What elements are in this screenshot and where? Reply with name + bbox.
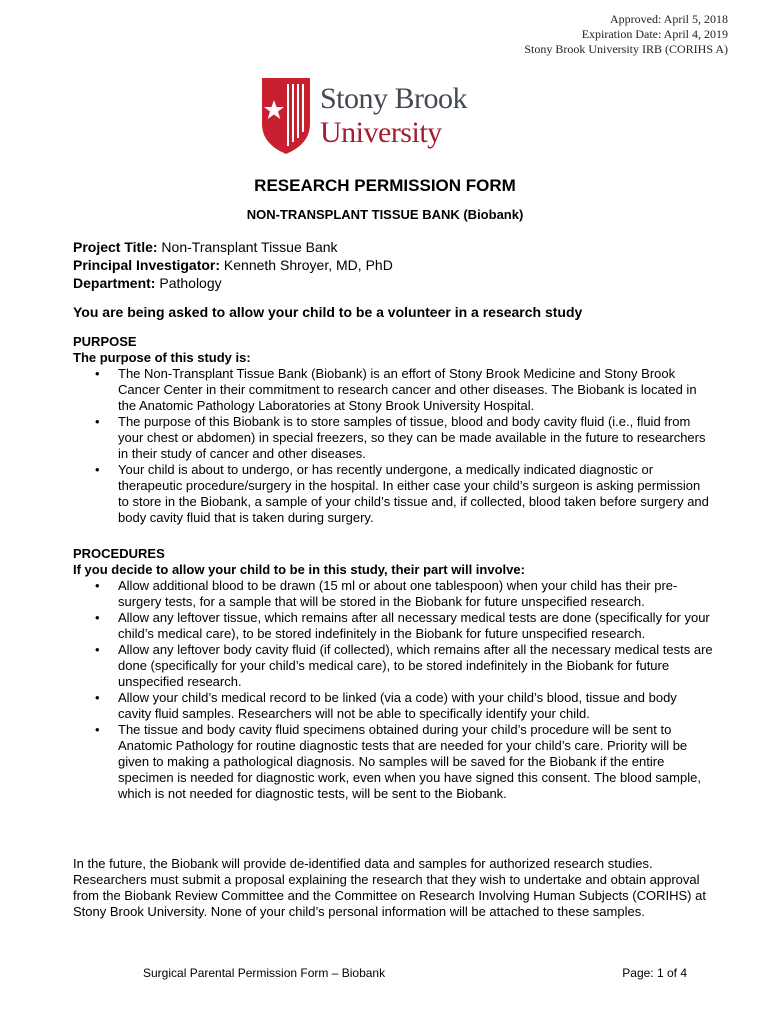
- principal-investigator-row: [73, 256, 393, 274]
- list-item: • Allow any leftover tissue, which remains after all necessary medical tests are done (specifically for your child’s medical care), to be stored indefinitely in the Biobank for future unspecified research.: [73, 610, 713, 642]
- department-value: Pathology: [155, 275, 222, 291]
- purpose-heading: PURPOSE: [73, 334, 137, 349]
- procedures-section: [73, 546, 713, 802]
- footer-page-number: Page: 1 of 4: [622, 966, 687, 980]
- approved-date: Approved: April 5, 2018: [610, 12, 728, 26]
- department-row: [73, 274, 393, 292]
- form-title: RESEARCH PERMISSION FORM: [254, 176, 516, 195]
- form-subtitle: NON-TRANSPLANT TISSUE BANK (Biobank): [246, 207, 524, 222]
- project-title-label: Project Title:: [73, 239, 158, 255]
- list-item: • The purpose of this Biobank is to store samples of tissue, blood and body cavity fluid (i.e., fluid from your chest or abdomen) in special freezers, so they can be made available in the future to researchers in their study of cancer and other diseases.: [73, 414, 713, 462]
- future-use-paragraph: In the future, the Biobank will provide de-identified data and samples for authorized research studies. Researchers must submit a proposal explaining the research that they wish to undertake and obtain approval from the Biobank Review Committee and the Committee on Research Involving Human Subjects (CORIHS) at Stony Brook University. None of your child’s personal information will be attached to these samples.: [73, 856, 706, 919]
- logo-line-stony-brook: Stony Brook: [320, 82, 468, 115]
- pi-value: Kenneth Shroyer, MD, PhD: [220, 257, 393, 273]
- pi-label: Principal Investigator:: [73, 257, 221, 273]
- irb-name: Stony Brook University IRB (CORIHS A): [524, 42, 728, 56]
- list-item: • The tissue and body cavity fluid specimens obtained during your child’s procedure will be sent to Anatomic Pathology for routine diagnostic tests that are needed for your child’s care. Priority will be given to making a pathological diagnosis. No samples will be saved for the Biobank if the entire specimen is needed for diagnostic work, even when you have signed this consent. The blood sample, which is not needed for diagnostic tests, will be sent to the Biobank.: [73, 722, 713, 802]
- procedures-heading: PROCEDURES: [73, 546, 165, 561]
- purpose-subheading: The purpose of this study is:: [73, 350, 251, 365]
- list-item: • The Non-Transplant Tissue Bank (Biobank) is an effort of Stony Brook Medicine and Stony Brook Cancer Center in their commitment to research cancer and other diseases. The Biobank is located in the Anatomic Pathology Laboratories at Stony Brook University Hospital.: [73, 366, 713, 414]
- purpose-list: [73, 366, 713, 526]
- list-item: • Allow any leftover body cavity fluid (if collected), which remains after all the necessary medical tests are done (specifically for your child’s medical care), to be stored indefinitely in the Biobank for future unspecified research.: [73, 642, 713, 690]
- shield-logo-icon: [258, 72, 314, 156]
- expiration-date: Expiration Date: April 4, 2019: [581, 27, 728, 41]
- purpose-section: [73, 334, 713, 526]
- stony-brook-logo: [258, 70, 488, 160]
- procedures-list: [73, 578, 713, 802]
- department-label: Department:: [73, 275, 156, 291]
- volunteer-request-heading: You are being asked to allow your child to be a volunteer in a research study: [73, 304, 583, 320]
- footer-form-name: Surgical Parental Permission Form – Biobank: [143, 966, 386, 980]
- list-item: • Allow your child’s medical record to be linked (via a code) with your child’s blood, tissue and body cavity fluid samples. Researchers will not be able to specifically identify your child.: [73, 690, 713, 722]
- logo-line-university: University: [320, 116, 442, 149]
- list-item: • Your child is about to undergo, or has recently undergone, a medically indicated diagnostic or therapeutic procedure/surgery in the hospital. In either case your child’s surgeon is asking permission to store in the Biobank, a sample of your child’s tissue and, if collected, blood taken before surgery and body cavity fluid that is taken during surgery.: [73, 462, 713, 526]
- logo-wordmark: [320, 82, 467, 150]
- project-info: [73, 238, 393, 292]
- procedures-subheading: If you decide to allow your child to be in this study, their part will involve:: [73, 562, 525, 577]
- project-title-row: [73, 238, 393, 256]
- irb-approval-block: [524, 12, 728, 57]
- list-item: • Allow additional blood to be drawn (15 ml or about one tablespoon) when your child has their pre-surgery tests, for a sample that will be stored in the Biobank for future unspecified research.: [73, 578, 713, 610]
- project-title-value: Non-Transplant Tissue Bank: [157, 239, 338, 255]
